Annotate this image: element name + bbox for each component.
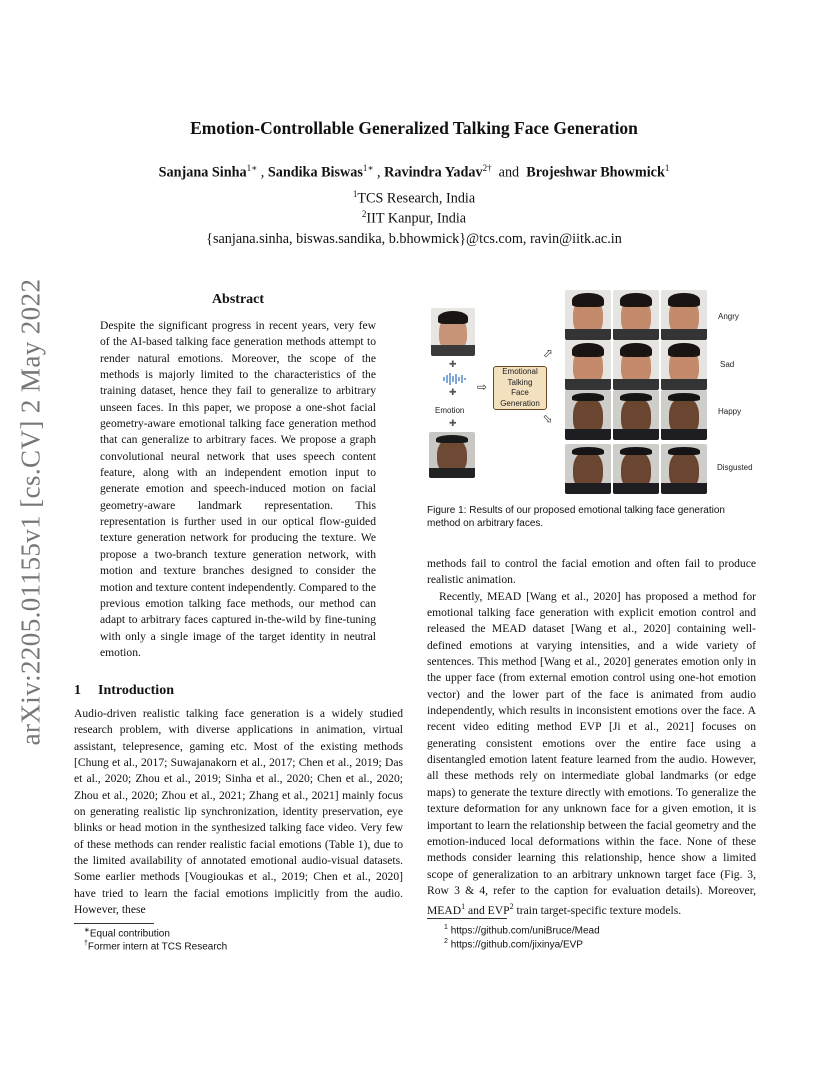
model-box-line: Generation — [500, 398, 540, 408]
intro-left-column — [74, 706, 403, 918]
footnote-mark: ∗ — [84, 927, 90, 934]
paragraph — [427, 589, 756, 920]
author-sep: and — [491, 164, 527, 181]
up-right-arrow-icon: ⇨ — [539, 344, 557, 362]
generated-face-image — [661, 444, 707, 494]
right-arrow-icon: ⇨ — [477, 380, 488, 394]
footnote-text: Equal contribution — [89, 928, 170, 940]
model-box-line: Face — [511, 388, 529, 397]
generated-face-image — [661, 340, 707, 390]
emotion-label: Emotion — [435, 406, 465, 415]
affiliation — [0, 209, 828, 228]
generated-face-image — [565, 290, 611, 340]
author-sep: , — [373, 164, 385, 181]
generated-face-image — [613, 390, 659, 440]
author-name: Ravindra Yadav — [384, 164, 483, 181]
footnote-mark: † — [84, 940, 88, 947]
author-name: Sanjana Sinha — [158, 164, 247, 181]
generated-face-image — [661, 390, 707, 440]
affiliation-text: TCS Research, India — [357, 190, 476, 207]
paragraph-text: Recently, MEAD [Wang et al., 2020] has proposed a method for emotional talking face generation with explicit emotion control and released the MEAD dataset [Wang et al., 2020] containing well-defined emotions at varying intensities, and a wide variety of sentences. This method [Wang et al., 2020] generates emotion only in the upper face (from external emotion control using one-hot emotion vector) and the lower part of the face is animated from audio independently, which results in inconsistent emotions over the face. A recent video editing method EVP [Ji et al., 2021] focuses on generating consistent emotions over the entire face using a disentangled emotion latent feature learned from the audio. However, all these methods rely on intermediate global landmarks (or edge maps) to generate the texture directly with emotions. To generalize the texture deformation for any unknown face for a given emotion, it is important to learn the relationship between the facial geometry and the emotion-induced local deformations within the face. None of these methods consider learning this relationship, hence show a limited scope of generalization to an arbitrary unknown target face (Fig. 3, Row 3 & 4, refer to the caption for evaluation details). Moreover, MEAD — [427, 589, 756, 918]
row-label: Disgusted — [717, 463, 753, 472]
paper-title: Emotion-Controllable Generalized Talking Face Generation — [190, 118, 638, 138]
plus-icon: ✚ — [449, 419, 457, 429]
footnote-text: https://github.com/uniBruce/Mead — [450, 925, 600, 937]
author-sup: 2† — [482, 163, 492, 173]
model-box — [493, 366, 547, 410]
author-sep: , — [257, 164, 268, 181]
section-title: Introduction — [98, 683, 174, 698]
footnote-mark: 1 — [444, 924, 448, 931]
down-right-arrow-icon: ⇨ — [539, 410, 557, 428]
model-box-line: Emotional — [502, 367, 538, 376]
author-name: Brojeshwar Bhowmick — [526, 164, 665, 181]
paragraph: methods fail to control the facial emotion and often fail to produce realistic animation. — [427, 557, 756, 587]
source-face-image — [431, 308, 475, 356]
author-list — [0, 163, 828, 182]
paragraph: Audio-driven realistic talking face generation is a widely studied research problem, with diverse applications in animation, virtual assistant, telepresence, gaming etc. Most of the existing methods [Chung et al., 2017; Suwajanakorn et al., 2017; Chen et al., 2019; Das et al., 2020; Zhou et al., 2019; Sinha et al., 2020; Chen et al., 2020; Zhou et al., 2020; Zhou et al., 2021; Zhang et al., 2021] mainly focus on generating realistic lip synchronization, identity preservation, eye blinks or head motion in the synthesized talking face video. Very few of these methods can render realistic facial emotions (Table 1), due to the limited availability of annotated emotional audio-visual datasets. Some earlier methods [Vougioukas et al., 2019; Chen et al., 2020] have tried to learn the facial emotions implicitly from the audio. However, these — [74, 707, 403, 917]
paragraph-text: train target-specific texture models. — [513, 904, 682, 918]
plus-icon: ✚ — [449, 388, 457, 398]
footnote-mark: 2 — [444, 938, 448, 945]
footnote-rule — [427, 918, 507, 919]
row-label: Happy — [718, 407, 742, 416]
plus-icon: ✚ — [449, 360, 457, 370]
footnote — [84, 926, 170, 939]
author-sup: 1∗ — [246, 163, 258, 173]
figure-1 — [427, 288, 757, 498]
footnote-text: https://github.com/jixinya/EVP — [450, 939, 583, 951]
footnote — [444, 924, 600, 936]
author-sup: 1 — [664, 163, 670, 173]
footnote — [84, 940, 227, 952]
generated-face-image — [565, 340, 611, 390]
generated-face-image — [613, 290, 659, 340]
author-emails: {sanjana.sinha, biswas.sandika, b.bhowmick}@tcs.com, ravin@iitk.ac.in — [206, 231, 622, 247]
footnote-text: Former intern at TCS Research — [87, 941, 228, 953]
footnote-ref: 2 — [509, 902, 514, 912]
author-sup: 1∗ — [362, 163, 374, 173]
footnote-ref: 1 — [461, 902, 466, 912]
affiliation-text: IIT Kanpur, India — [366, 210, 467, 227]
generated-face-image — [661, 290, 707, 340]
footnote — [444, 938, 583, 950]
model-box-line: Talking — [507, 377, 533, 387]
row-label: Angry — [718, 312, 739, 321]
figure-caption: Figure 1: Results of our proposed emotional talking face generation method on arbitrary faces. — [427, 505, 725, 530]
arxiv-identifier: arXiv:2205.01155v1 [cs.CV] 2 May 2022 — [15, 278, 46, 746]
affiliation-sup: 2 — [361, 209, 367, 219]
row-label: Sad — [720, 360, 735, 369]
paragraph-text: and EVP — [465, 904, 510, 918]
footnote-rule — [74, 923, 154, 924]
section-number: 1 — [74, 683, 81, 698]
abstract-text: Despite the significant progress in recent years, very few of the AI-based talking face generation methods attempt to render natural emotions. Moreover, the scope of the methods is majorly limited to the characteristics of the training dataset, hence they fail to generalize to arbitrary unseen faces. In this paper, we propose a one-shot facial geometry-aware emotional talking face generation method that can generalize to arbitrary faces. We propose a graph convolutional neural network that uses speech content feature, along with an independent emotion input to generate emotion and speech-induced motion on facial geometry-aware landmark representation. This representation is further used in our optical flow-guided texture generation network for producing the texture. We propose a two-branch texture generation network, with motion and texture branches designed to consider the motion and texture content independently. Compared to the previous emotion talking face methods, our method can adapt to arbitrary faces captured in-the-wild by fine-tuning with only a single image of the target identity in neutral emotion. — [100, 319, 376, 659]
intro-right-column — [427, 556, 756, 919]
abstract-heading: Abstract — [211, 292, 265, 307]
affiliation — [0, 189, 828, 208]
generated-face-image — [565, 444, 611, 494]
generated-face-image — [565, 390, 611, 440]
section-heading — [74, 683, 174, 699]
generated-face-image — [613, 340, 659, 390]
audio-waveform-icon — [439, 372, 471, 386]
source-face-image — [429, 432, 475, 478]
arxiv-sidebar — [12, 278, 50, 746]
affiliation-sup: 1 — [352, 189, 358, 199]
generated-face-image — [613, 444, 659, 494]
author-name: Sandika Biswas — [267, 164, 363, 181]
